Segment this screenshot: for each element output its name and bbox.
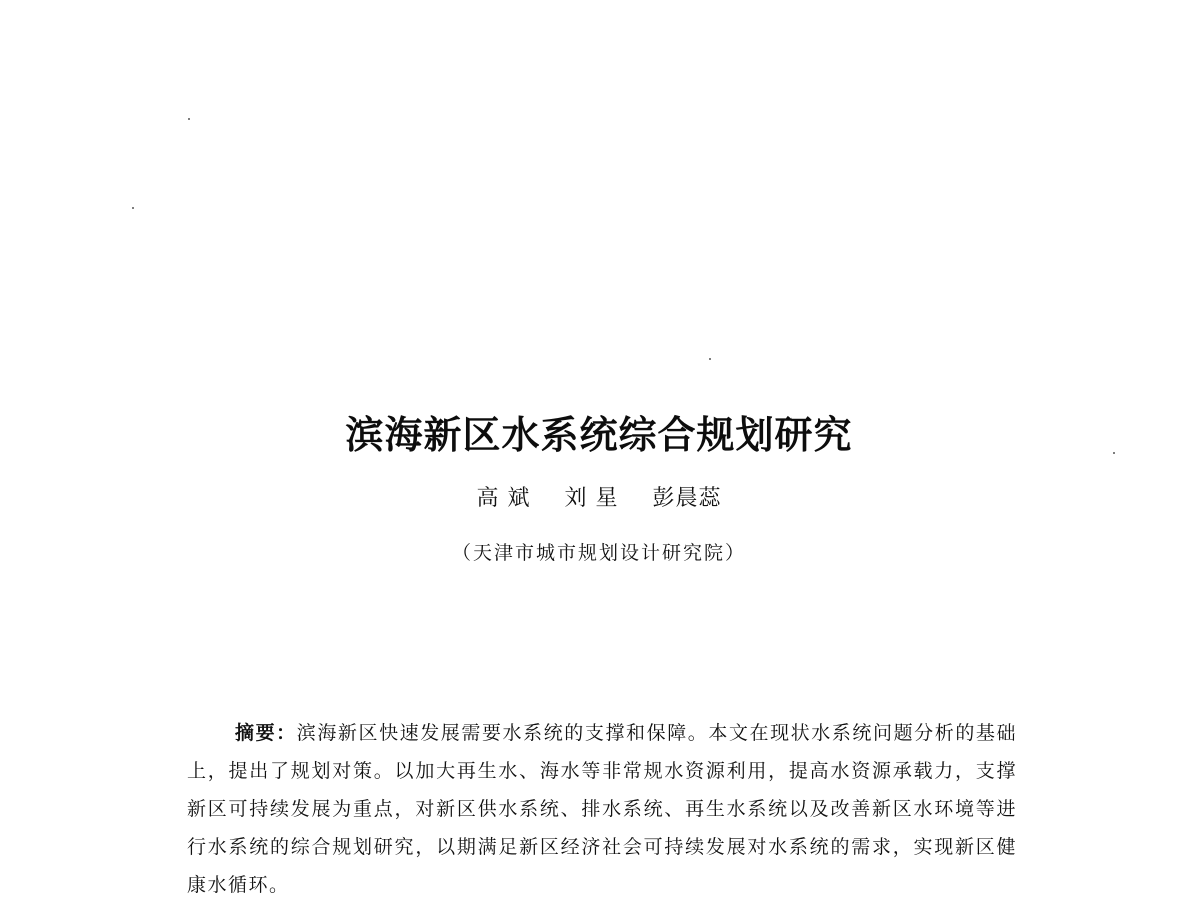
author-name: 彭晨蕊 bbox=[652, 486, 722, 511]
author-name: 刘 星 bbox=[564, 486, 619, 511]
abstract-label: 摘要： bbox=[235, 722, 297, 744]
scan-speck bbox=[132, 207, 134, 209]
abstract-paragraph bbox=[187, 714, 1017, 904]
author-affiliation: （天津市城市规划设计研究院） bbox=[451, 542, 746, 564]
paper-title: 滨海新区水系统综合规划研究 bbox=[345, 412, 853, 457]
author-name: 高 斌 bbox=[476, 486, 531, 511]
scan-speck bbox=[188, 118, 190, 120]
scan-speck bbox=[709, 358, 711, 360]
abstract-text: 滨海新区快速发展需要水系统的支撑和保障。本文在现状水系统问题分析的基础上，提出了规划对策。以加大再生水、海水等非常规水资源利用，提高水资源承载力，支撑新区可持续发展为重点，对新区供水系统、排水系统、再生水系统以及改善新区水环境等进行水系统的综合规划研究，以期满足新区经济社会可持续发展对水系统的需求，实现新区健康水循环。 bbox=[187, 722, 1017, 896]
author-list bbox=[0, 483, 1198, 515]
abstract-section bbox=[187, 714, 1017, 904]
